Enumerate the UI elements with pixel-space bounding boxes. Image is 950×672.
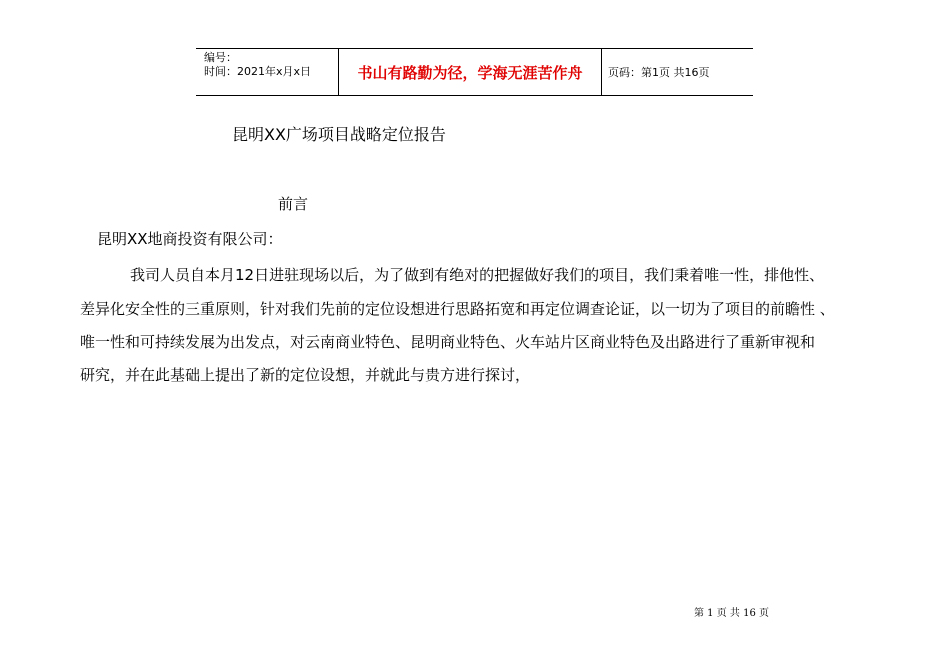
header-motto-cell <box>339 49 602 95</box>
page-header <box>196 48 753 96</box>
paragraph-line: 差异化安全性的三重原则，针对我们先前的定位设想进行思路拓宽和再定位调查论证，以一切为了项目的前瞻性 、 <box>80 300 835 318</box>
paragraph-line: 研究，并在此基础上提出了新的定位设想，并就此与贵方进行探讨， <box>80 366 531 384</box>
number-label: 编号： <box>204 51 237 64</box>
header-meta-cell <box>196 49 339 95</box>
document-title: 昆明XX广场项目战略定位报告 <box>232 125 446 144</box>
paragraph-line: 唯一性和可持续发展为出发点，对云南商业特色、昆明商业特色、火车站片区商业特色及出路进行了重新审视和 <box>80 333 816 351</box>
header-page-cell <box>602 49 753 95</box>
time-label: 时间：2021年x月x日 <box>204 65 312 78</box>
section-title: 前言 <box>278 195 309 213</box>
salutation: 昆明XX地商投资有限公司： <box>97 230 283 248</box>
paragraph-line: 我司人员自本月12日进驻现场以后，为了做到有绝对的把握做好我们的项目，我们秉着唯一性，排他性、 <box>130 266 825 284</box>
page-code: 页码：第1页 共16页 <box>608 66 710 79</box>
footer-page-indicator: 第 1 页 共 16 页 <box>694 608 769 619</box>
motto-text: 书山有路勤为径，学海无涯苦作舟 <box>357 63 583 82</box>
